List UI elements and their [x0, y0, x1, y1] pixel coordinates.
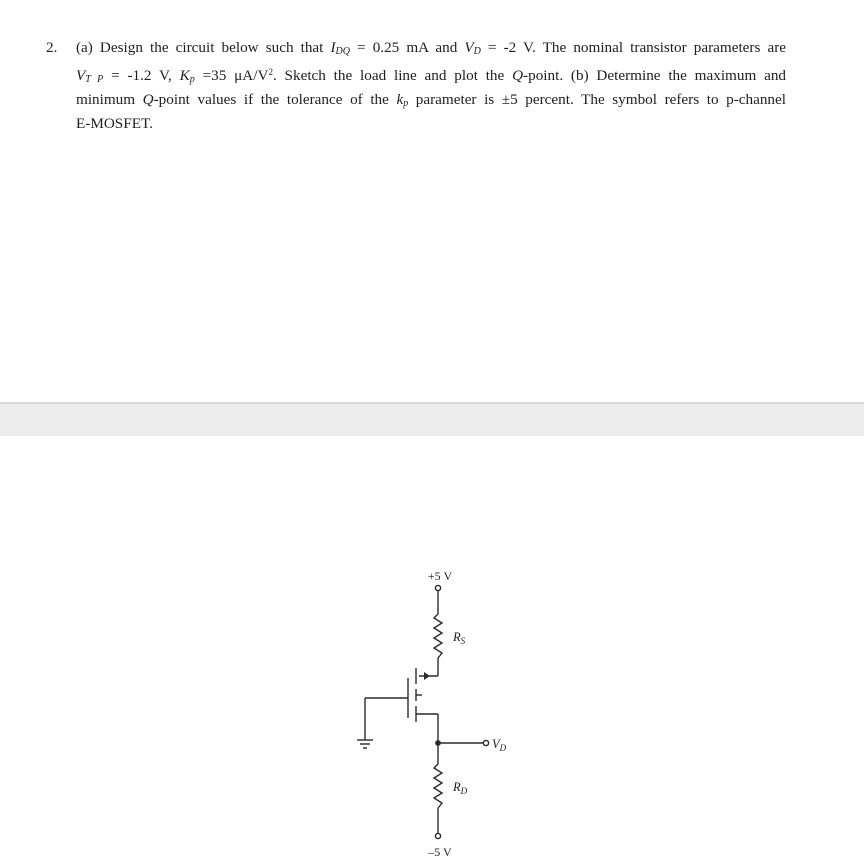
rs-label: $R_S$: [453, 630, 466, 646]
page-separator: [0, 402, 864, 436]
question-line: (a) Design the circuit below such that $I_{DQ} = 0.25$ mA and $V_D = -2$ V. The nominal transistor parameters are: [76, 39, 786, 57]
resistor-rd: [434, 764, 442, 808]
resistor-rs: [434, 614, 442, 658]
question-text: [76, 38, 786, 134]
circuit-diagram: [340, 548, 540, 864]
source-arrow: [424, 672, 430, 680]
question-line: minimum Q-point values if the tolerance of the $k_p$ parameter is ±5 percent. The symbol refers to p-channel: [76, 91, 786, 109]
supply-bottom-label: –5 V: [428, 845, 452, 859]
supply-top-label: +5 V: [427, 569, 453, 583]
question-block: [46, 38, 786, 134]
vd-label: $V_D$: [492, 737, 507, 753]
top-terminal: [435, 585, 440, 590]
bottom-terminal: [435, 833, 440, 838]
rd-label: $R_D$: [453, 780, 468, 796]
question-number: 2.: [46, 39, 58, 56]
ground-icon: [357, 740, 373, 748]
question-line: $V_{T P} = -1.2$ V, $K_p =35$ $\mu A/V^2$. Sketch the load line and plot the Q-point. (b) Determine the maximum and: [76, 67, 787, 85]
vd-terminal: [483, 740, 488, 745]
question-line: E-MOSFET.: [76, 115, 153, 132]
